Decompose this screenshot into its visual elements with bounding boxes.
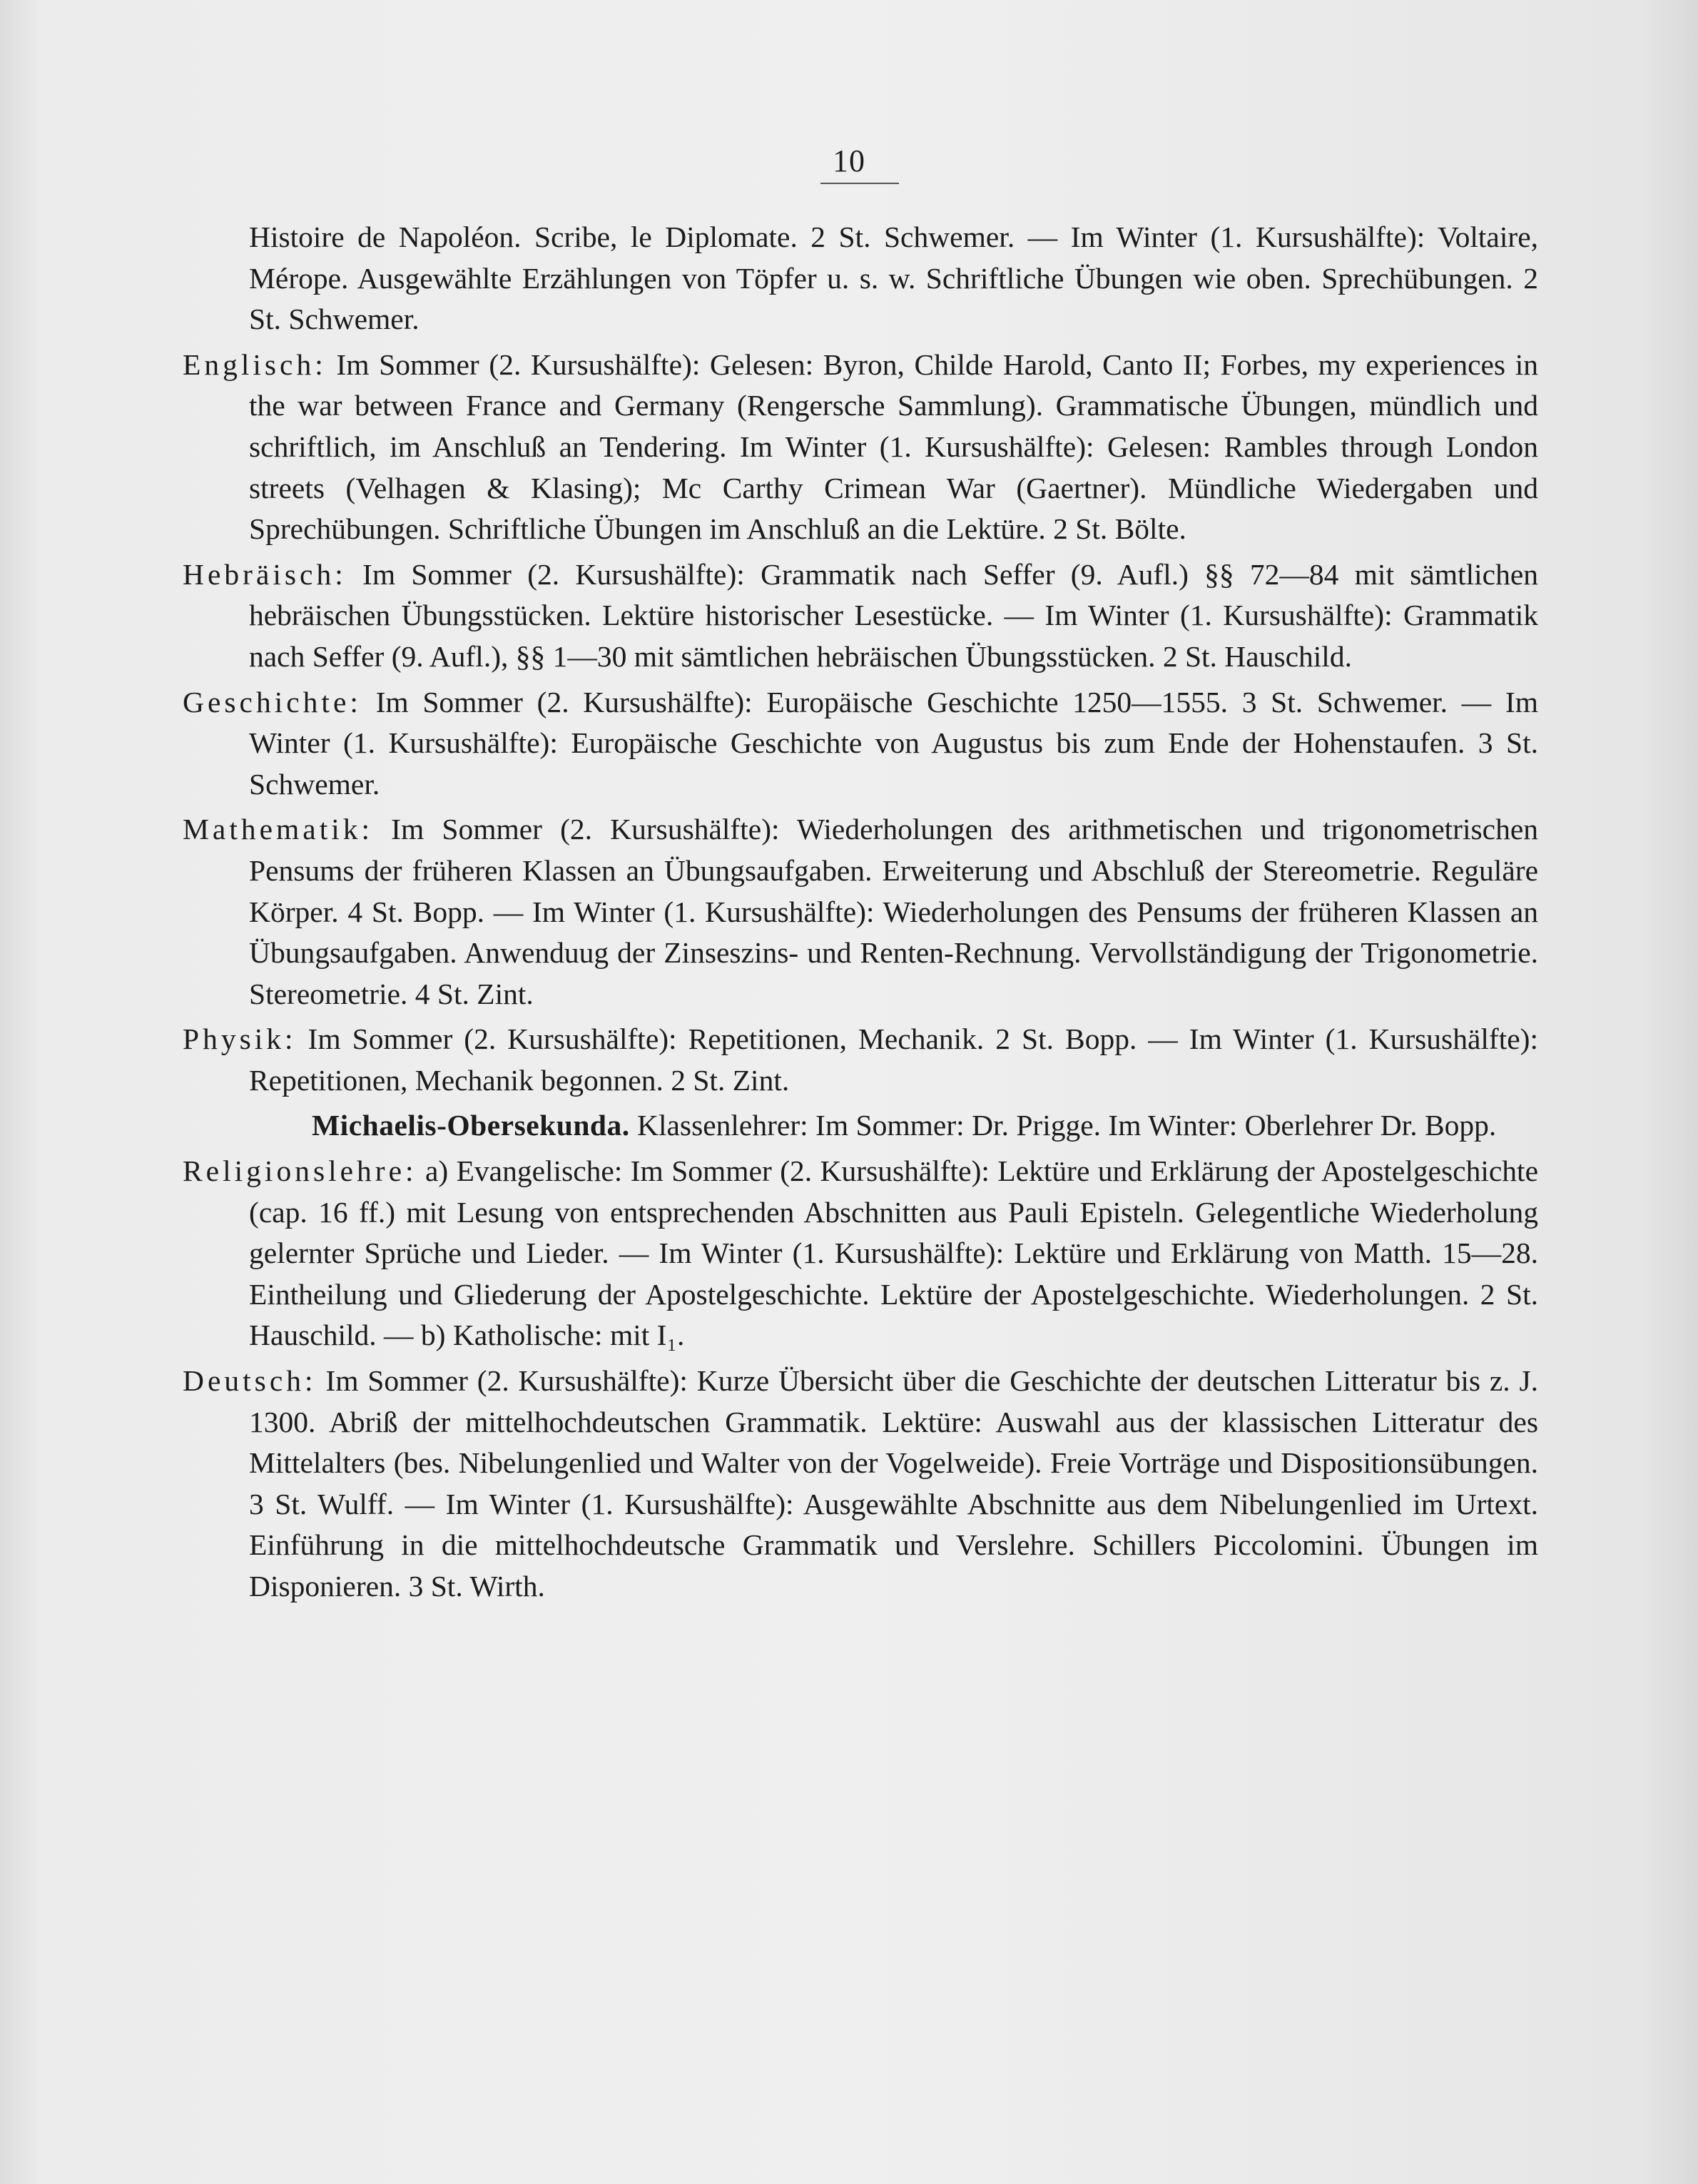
subject-heading: Mathematik:: [183, 813, 374, 846]
paragraph-text: Im Sommer (2. Kursushälfte): Kurze Übersicht über die Geschichte der deutschen Litteratur bis z. J. 1300. Abriß der mittelhochdeutschen Grammatik. Lektüre: Auswahl aus der klassischen Litteratur des Mittelalters (bes. Nibelungenlied und Walter von der Vogelweide). Freie Vorträge und Dispositionsübungen. 3 St. Wulff. — Im Winter (1. Kursushälfte): Ausgewählte Abschnitte aus dem Nibelungenlied im Urtext. Einführung in die mittelhochdeutsche Grammatik und Verslehre. Schillers Piccolomini. Übungen im Disponieren. 3 St. Wirth.: [249, 1364, 1539, 1603]
class-section-heading: [183, 1105, 1538, 1147]
paragraph-mathematik: [183, 809, 1538, 1015]
subject-heading: Geschichte:: [183, 685, 362, 718]
subject-heading: Englisch:: [183, 347, 327, 381]
subject-heading: Deutsch:: [183, 1364, 317, 1398]
paragraph-text: Im Sommer (2. Kursushälfte): Europäische Geschichte 1250—1555. 3 St. Schwemer. — Im Winter (1. Kursushälfte): Europäische Geschichte von Augustus bis zum Ende der Hohenstaufen. 3 St. Schwemer.: [249, 685, 1539, 801]
paragraph-physik: [183, 1019, 1538, 1101]
paragraph-religionslehre: [183, 1151, 1538, 1356]
paragraph-hebraeisch: [183, 554, 1538, 678]
subject-heading: Religionslehre:: [183, 1154, 417, 1188]
paragraph-text: Im Sommer (2. Kursushälfte): Repetitionen, Mechanik. 2 St. Bopp. — Im Winter (1. Kursushälfte): Repetitionen, Mechanik begonnen. 2 St. Zint.: [249, 1022, 1539, 1097]
paragraph-text: Im Sommer (2. Kursushälfte): Gelesen: Byron, Childe Harold, Canto II; Forbes, my experiences in the war between France and Germany (Rengersche Sammlung). Grammatische Übungen, mündlich und schriftlich, im Anschluß an Tendering. Im Winter (1. Kursushälfte): Gelesen: Rambles through London streets (Velhagen & Klasing); Mc Carthy Crimean War (Gaertner). Mündliche Wiedergaben und Sprechübungen. Schriftliche Übungen im Anschluß an die Lektüre. 2 St. Bölte.: [249, 347, 1538, 546]
class-teacher-info: Klassenlehrer: Im Sommer: Dr. Prigge. Im Winter: Oberlehrer Dr. Bopp.: [637, 1109, 1497, 1142]
page-body: [183, 217, 1538, 1612]
paragraph-text: a) Evangelische: Im Sommer (2. Kursushälfte): Lektüre und Erklärung der Apostelgeschichte (cap. 16 ff.) mit Lesung von entsprechenden Abschnitten aus Pauli Episteln. Gelegentliche Wiederholung gelernter Sprüche und Lieder. — Im Winter (1. Kursushälfte): Lektüre und Erklärung von Matth. 15—28. Eintheilung und Gliederung der Apostelgeschichte. Lektüre der Apostelgeschichte. Wiederholungen. 2 St. Hauschild. — b) Katholische: mit I₁.: [249, 1154, 1539, 1352]
page-number: 10: [833, 143, 865, 178]
paragraph-text: Im Sommer (2. Kursushälfte): Grammatik nach Seffer (9. Aufl.) §§ 72—84 mit sämtlichen hebräischen Übungsstücken. Lektüre historischer Lesestücke. — Im Winter (1. Kursushälfte): Grammatik nach Seffer (9. Aufl.), §§ 1—30 mit sämtlichen hebräischen Übungsstücken. 2 St. Hauschild.: [249, 557, 1539, 673]
paragraph-deutsch: [183, 1361, 1538, 1607]
subject-heading: Physik:: [183, 1022, 297, 1056]
class-title: Michaelis-Obersekunda.: [312, 1109, 630, 1142]
subject-heading: Hebräisch:: [183, 557, 347, 591]
paragraph-text: Im Sommer (2. Kursushälfte): Wiederholungen des arithmetischen und trigonometrischen Pensums der früheren Klassen an Übungsaufgaben. Erweiterung und Abschluß der Stereometrie. Reguläre Körper. 4 St. Bopp. — Im Winter (1. Kursushälfte): Wiederholungen des Pensums der früheren Klassen an Übungsaufgaben. Anwenduug der Zinseszins- und Renten-Rechnung. Vervollständigung der Trigonometrie. Stereometrie. 4 St. Zint.: [249, 813, 1538, 1010]
paragraph-text: Histoire de Napoléon. Scribe, le Diplomate. 2 St. Schwemer. — Im Winter (1. Kursushälfte): Voltaire, Mérope. Ausgewählte Erzählungen von Töpfer u. s. w. Schriftliche Übungen wie oben. Sprechübungen. 2 St. Schwemer.: [249, 220, 1538, 336]
paragraph-geschichte: [183, 682, 1538, 806]
paragraph-englisch: [183, 345, 1538, 550]
paragraph-franzoesisch-continued: [183, 217, 1538, 340]
page-number-rule: [820, 183, 899, 184]
